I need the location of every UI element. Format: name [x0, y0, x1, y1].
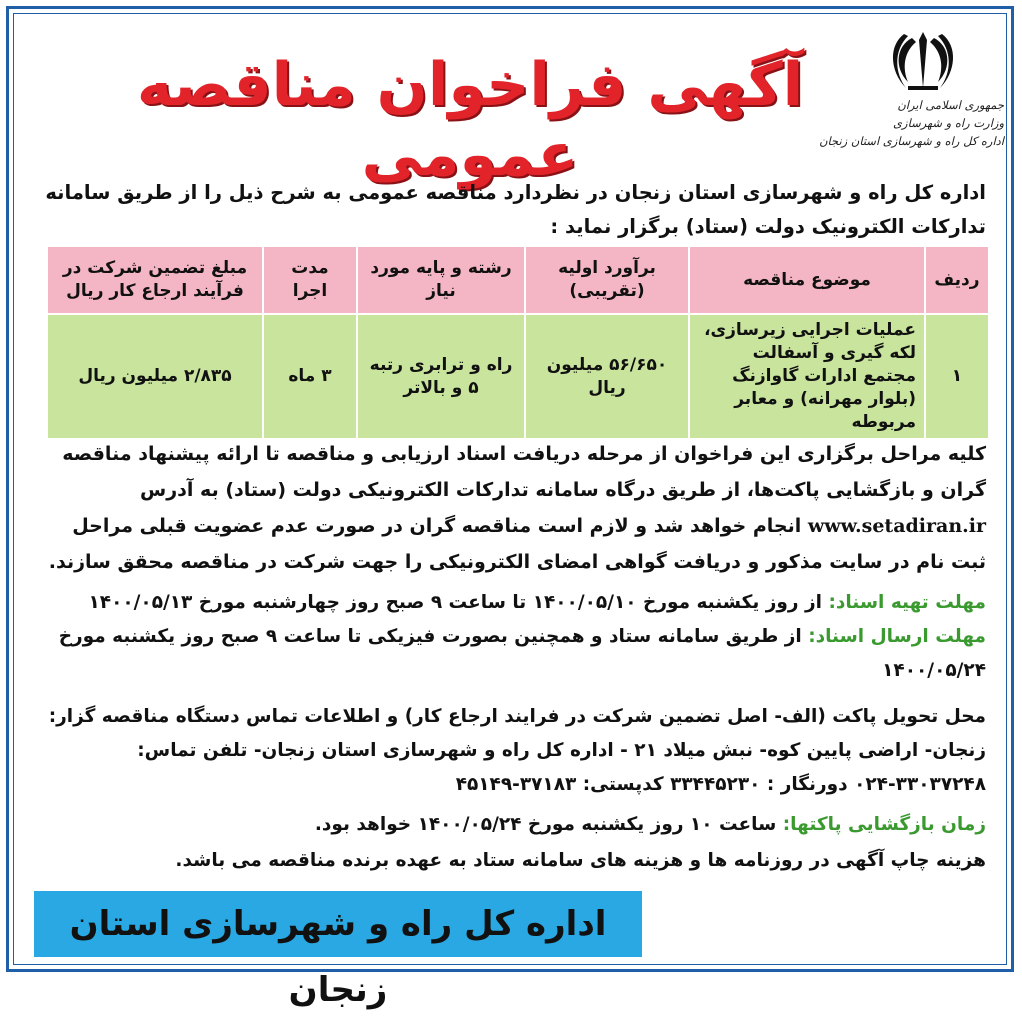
delivery-info	[36, 700, 986, 802]
procedure-paragraph	[36, 436, 986, 580]
header-subject: موضوع مناقصه	[689, 246, 925, 314]
cell-grade: راه و ترابری رتبه ۵ و بالاتر	[357, 314, 525, 439]
table-header-row	[47, 246, 989, 314]
footer-banner: اداره کل راه و شهرسازی استان زنجان	[34, 891, 642, 957]
cost-note-text: هزینه چاپ آگهی در روزنامه ها و هزینه های سامانه ستاد به عهده برنده مناقصه می باشد.	[175, 850, 986, 871]
org-line-ministry: وزارت راه و شهرسازی	[893, 116, 1004, 130]
procedure-text-start: کلیه مراحل برگزاری این فراخوان از مرحله دریافت اسناد ارزیابی و مناقصه تا ارائه پیشنهاد مناقصه گران و بازگشایی پاکت‌ها، از طریق درگاه سامانه تدارکات الکترونیکی دولت (ستاد) به آدرس	[62, 443, 986, 501]
send-deadline-text: از طریق سامانه ستاد و همچنین بصورت فیزیکی تا ساعت ۹ صبح روز یکشنبه مورخ ۱۴۰۰/۰۵/۲۴	[58, 626, 986, 681]
prep-deadline	[36, 586, 986, 620]
send-deadline	[36, 620, 986, 688]
cell-subject: عملیات اجرایی زیرسازی، لکه گیری و آسفالت مجتمع ادارات گاوازنگ (بلوار مهرانه) و معابر مربوطه	[689, 314, 925, 439]
prep-deadline-label: مهلت تهیه اسناد:	[828, 592, 986, 613]
cell-duration: ۳ ماه	[263, 314, 357, 439]
opening-time-text: ساعت ۱۰ روز یکشنبه مورخ ۱۴۰۰/۰۵/۲۴ خواهد بود.	[314, 814, 777, 835]
iran-emblem-icon	[886, 28, 960, 94]
tender-table	[46, 245, 990, 440]
setad-url-link[interactable]: www.setadiran.ir	[807, 515, 986, 537]
org-line-country: جمهوری اسلامی ایران	[897, 98, 1004, 112]
cell-guarantee: ۲/۸۳۵ میلیون ریال	[47, 314, 263, 439]
cell-row-number: ۱	[925, 314, 989, 439]
cell-estimate: ۵۶/۶۵۰ میلیون ریال	[525, 314, 689, 439]
send-deadline-label: مهلت ارسال اسناد:	[808, 626, 986, 647]
delivery-info-text: محل تحویل پاکت (الف- اصل تضمین شرکت در فرایند ارجاع کار) و اطلاعات تماس دستگاه مناقصه گزار: زنجان- اراضی پایین کوه- نبش میلاد ۲۱ - اداره کل راه و شهرسازی استان زنجان- تلفن تماس: ۳۳۰۳۷۲۴۸-۰۲۴ دورنگار : ۳۳۴۴۵۲۳۰ کدپستی: ۳۷۱۸۳-۴۵۱۴۹	[48, 706, 986, 795]
table-row	[47, 314, 989, 439]
header-duration: مدت اجرا	[263, 246, 357, 314]
opening-time	[36, 808, 986, 842]
header-guarantee: مبلغ تضمین شرکت در فرآیند ارجاع کار ریال	[47, 246, 263, 314]
header-estimate: برآورد اولیه (تقریبی)	[525, 246, 689, 314]
org-line-office: اداره کل راه و شهرسازی استان زنجان	[819, 134, 1004, 148]
opening-time-label: زمان بازگشایی پاکتها:	[782, 814, 986, 835]
intro-paragraph: اداره کل راه و شهرسازی استان زنجان در نظردارد مناقصه عمومی به شرح ذیل را از طریق سامانه تدارکات الکترونیک دولت (ستاد) برگزار نماید :	[45, 181, 986, 238]
header-row-number: ردیف	[925, 246, 989, 314]
ad-header	[0, 0, 1022, 190]
ad-title: آگهی فراخوان مناقصه عمومی	[136, 50, 804, 190]
cost-note	[36, 844, 986, 878]
procedure-text-end: انجام خواهد شد و لازم است مناقصه گران در صورت عدم عضویت قبلی مراحل ثبت نام در سایت مذکور و دریافت گواهی امضای الکترونیکی را جهت شرکت در مناقصه محقق سازند.	[48, 515, 986, 573]
org-name-block	[814, 96, 1004, 150]
prep-deadline-text: از روز یکشنبه مورخ ۱۴۰۰/۰۵/۱۰ تا ساعت ۹ صبح روز چهارشنبه مورخ ۱۴۰۰/۰۵/۱۳	[88, 592, 822, 613]
header-grade: رشته و پایه مورد نیاز	[357, 246, 525, 314]
